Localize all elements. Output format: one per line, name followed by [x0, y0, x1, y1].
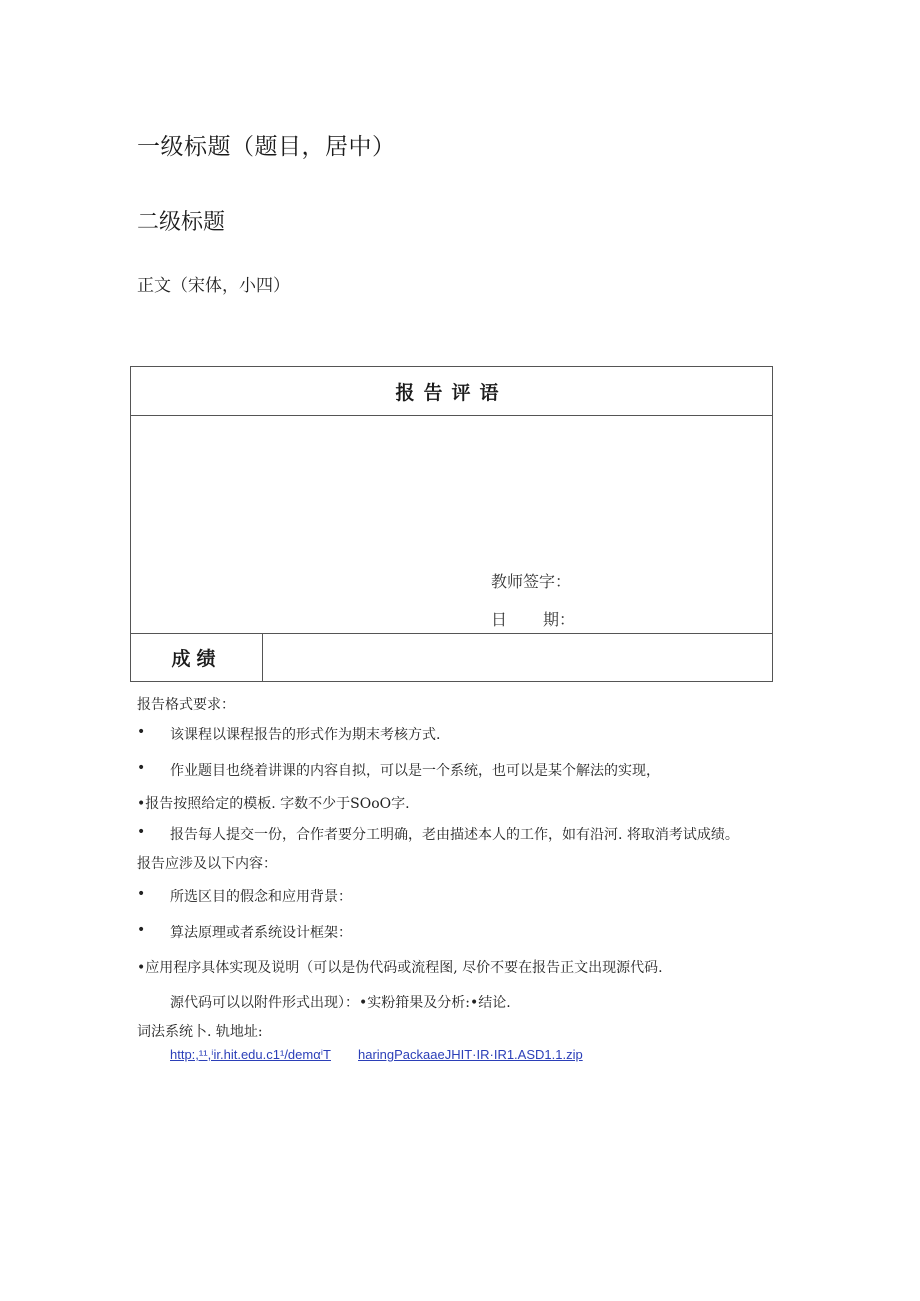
date-label-part1: 日 — [491, 610, 508, 629]
list-bullet: • — [137, 724, 146, 740]
evaluation-table — [130, 366, 773, 682]
list-bullet: • — [137, 886, 146, 902]
format-requirements-title: 报告格式要求： — [137, 697, 235, 713]
list-item: •应用程序具体实现及说明（可以是伪代码或流程图, 尽价不要在报告正文出现源代码. — [137, 960, 663, 976]
list-item: 算法原理或者系统设计框架： — [170, 925, 352, 941]
date-label — [491, 607, 575, 630]
list-bullet: • — [137, 922, 146, 938]
date-label-part2: 期： — [543, 610, 576, 629]
grade-value-cell — [264, 633, 772, 681]
list-item: 作业题目也绕着讲课的内容自拟，可以是一个系统，也可以是某个解法的实现， — [170, 763, 660, 779]
list-item: •报告按照给定的模板. 字数不少于SOoO字. — [137, 796, 410, 812]
list-item: 该课程以课程报告的形式作为期末考核方式. — [170, 727, 441, 743]
list-item: 报告每人提交一份，合作者要分工明确，老由描述本人的工作，如有沿河. 将取消考试成绩。 — [170, 827, 739, 843]
body-text-sample: 正文（宋体，小四） — [137, 276, 290, 296]
teacher-signature-label: 教师签字： — [491, 572, 572, 591]
list-bullet: • — [137, 824, 146, 840]
content-requirements-title: 报告应涉及以下内容： — [137, 856, 277, 872]
evaluation-table-header: 报告评语 — [131, 367, 772, 416]
download-link-part2[interactable]: haringPackaaeJHIT·IR·IR1.ASD1.1.zip — [358, 1047, 583, 1062]
grade-row — [131, 633, 772, 681]
list-item-continuation: 源代码可以以附件形式出现）：•实粉箝果及分析:•结论. — [170, 995, 511, 1011]
download-link-part1[interactable]: http:,¹¹,ⁱir.hit.edu.c1¹/demαⁱT — [170, 1047, 331, 1062]
grade-label: 成绩 — [131, 633, 263, 681]
list-item: 所选区目的假念和应用背景： — [170, 889, 352, 905]
heading-level-2: 二级标题 — [137, 210, 226, 235]
heading-level-1: 一级标题（题目，居中） — [137, 134, 396, 160]
test-system-label: 词法系统卜. 轨地址: — [137, 1024, 263, 1040]
evaluation-comment-area — [131, 415, 772, 634]
list-bullet: • — [137, 760, 146, 776]
